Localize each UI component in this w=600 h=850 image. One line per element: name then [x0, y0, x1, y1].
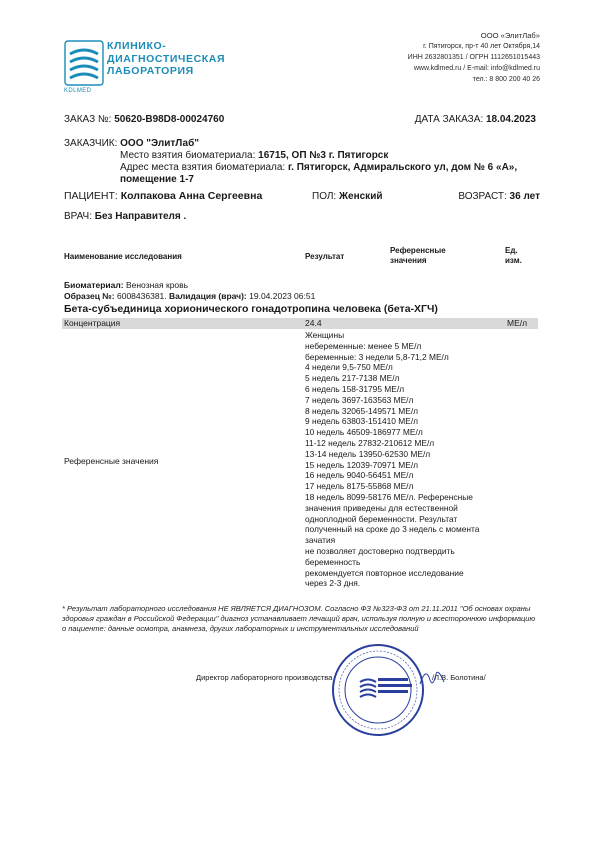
doctor-name: Без Направителя . [94, 211, 187, 222]
biomaterial: Венозная кровь [125, 280, 189, 290]
reference-line: 17 недель 8175-55868 МЕ/л [305, 481, 414, 492]
column-header-unit: Ед. изм. [505, 246, 522, 265]
company-registration: ИНН 2632801351 / ОГРН 1112651015443 [407, 54, 540, 61]
sampling-place-row [120, 150, 388, 161]
patient-row [64, 190, 262, 202]
reference-line: зачатия [305, 535, 336, 546]
director-title: Директор лабораторного производства [196, 673, 333, 682]
order-number-row [64, 114, 224, 125]
doctor-row [64, 211, 186, 222]
result-row-band [62, 318, 538, 329]
lab-logo-icon [64, 40, 104, 86]
reference-line: 9 недель 63803-151410 МЕ/л [305, 416, 419, 427]
sex-row [312, 191, 383, 202]
result-unit: МЕ/л [507, 318, 528, 328]
reference-line: 13-14 недель 13950-62530 МЕ/л [305, 448, 431, 459]
reference-line: одноплодной беременности. Результат [305, 513, 458, 524]
biomaterial-row [64, 280, 188, 290]
validation-label: Валидация (врач): [169, 291, 247, 301]
reference-line: 16 недель 9040-56451 МЕ/л [305, 470, 414, 481]
order-date: 18.04.2023 [485, 114, 536, 125]
lab-logo-name: КЛИНИКО- ДИАГНОСТИЧЕСКАЯ ЛАБОРАТОРИЯ [107, 40, 226, 77]
order-date-row [415, 114, 536, 125]
signature-icon [418, 664, 446, 688]
patient-name: Колпакова Анна Сергеевна [120, 190, 263, 202]
result-param: Концентрация [64, 318, 121, 328]
reference-line: полученный на сроке до 3 недель с момента [305, 524, 480, 535]
reference-line: 11-12 недель 27832-210612 МЕ/л [305, 437, 435, 448]
sampling-place: 16715, ОП №3 г. Пятигорск [258, 150, 389, 161]
reference-line: через 2-3 дня. [305, 578, 361, 589]
company-name: ООО «ЭлитЛаб» [480, 31, 540, 40]
disclaimer: * Результат лабораторного исследования НЕ ЯВЛЯЕТСЯ ДИАГНОЗОМ. Согласно ФЗ №323-ФЗ от 21.11.2011 "Об основах охраны здоровья граждан в Российской Федерации" диагноз устанавливает лечащий врач, используя полную и всестороннюю информацию о пациенте: данные осмотра, анамнеза, других лабораторных и инструментальных исследований [62, 604, 536, 633]
company-address: г. Пятигорск, пр-т 40 лет Октября,14 [423, 43, 540, 50]
sampling-address-row [120, 162, 517, 173]
reference-line: 10 недель 46509-186977 МЕ/л [305, 427, 423, 438]
column-header-reference: Референсные значения [390, 246, 446, 265]
order-number-label: ЗАКАЗ №: [64, 114, 112, 125]
reference-line: 15 недель 12039-70971 МЕ/л [305, 459, 419, 470]
reference-line: Женщины [305, 330, 345, 340]
reference-label: Референсные значения [64, 456, 159, 466]
test-title: Бета-субъединица хорионического гонадотропина человека (бета-ХГЧ) [64, 303, 438, 315]
sample-number: 6008436381. [117, 291, 167, 301]
reference-line: 4 недели 9,5-750 МЕ/л [305, 362, 393, 373]
reference-line: рекомендуется повторное исследование [305, 567, 464, 578]
customer-name: ООО "ЭлитЛаб" [120, 138, 200, 149]
order-number: 50620-B98D8-00024760 [114, 114, 225, 125]
sex-label: ПОЛ: [312, 191, 337, 202]
result-value: 24.4 [305, 318, 322, 328]
sampling-address-line2: помещение 1-7 [120, 174, 194, 185]
company-details [408, 30, 540, 85]
reference-line: беременность [305, 556, 361, 567]
biomaterial-label: Биоматериал: [64, 280, 124, 290]
sample-label: Образец №: [64, 291, 115, 301]
director-name: /Л.В. Болотина/ [432, 673, 486, 682]
sample-row [64, 291, 315, 301]
order-date-label: ДАТА ЗАКАЗА: [414, 114, 484, 125]
patient-age: 36 лет [509, 191, 540, 202]
doctor-label: ВРАЧ: [64, 211, 93, 222]
logo-caption: KDLMED [64, 88, 92, 94]
patient-label: ПАЦИЕНТ: [64, 190, 118, 202]
reference-line: беременные: 3 недели 5,8-71,2 МЕ/л [305, 351, 449, 362]
reference-values [305, 330, 505, 589]
patient-sex: Женский [338, 191, 383, 202]
age-label: ВОЗРАСТ: [458, 191, 507, 202]
company-phone: тел.: 8 800 200 40 26 [472, 76, 540, 83]
validation-date: 19.04.2023 06:51 [249, 291, 316, 301]
reference-line: 5 недель 217-7138 МЕ/л [305, 373, 400, 384]
reference-line: значения приведены для естественной [305, 502, 458, 513]
sampling-address-label: Адрес места взятия биоматериала: [120, 162, 286, 173]
reference-line: не позволяет достоверно подтвердить [305, 545, 455, 556]
reference-line: 8 недель 32065-149571 МЕ/л [305, 405, 419, 416]
reference-line: 7 недель 3697-163563 МЕ/л [305, 394, 414, 405]
company-web: www.kdlmed.ru / E-mail: info@kdlmed.ru [413, 65, 540, 72]
reference-line: небеременные: менее 5 МЕ/л [305, 340, 422, 351]
column-header-result: Результат [305, 252, 345, 261]
sampling-place-label: Место взятия биоматериала: [120, 150, 256, 161]
sampling-address: г. Пятигорск, Адмиральского ул, дом № 6 «А», [288, 162, 518, 173]
age-row [458, 191, 540, 202]
customer-label: ЗАКАЗЧИК: [64, 138, 118, 149]
reference-line: 18 недель 8099-58176 МЕ/л. Референсные [305, 491, 473, 502]
reference-line: 6 недель 158-31795 МЕ/л [305, 383, 405, 394]
customer-row [64, 138, 199, 149]
lab-stamp-icon [330, 642, 426, 738]
column-header-name: Наименование исследования [64, 252, 182, 261]
